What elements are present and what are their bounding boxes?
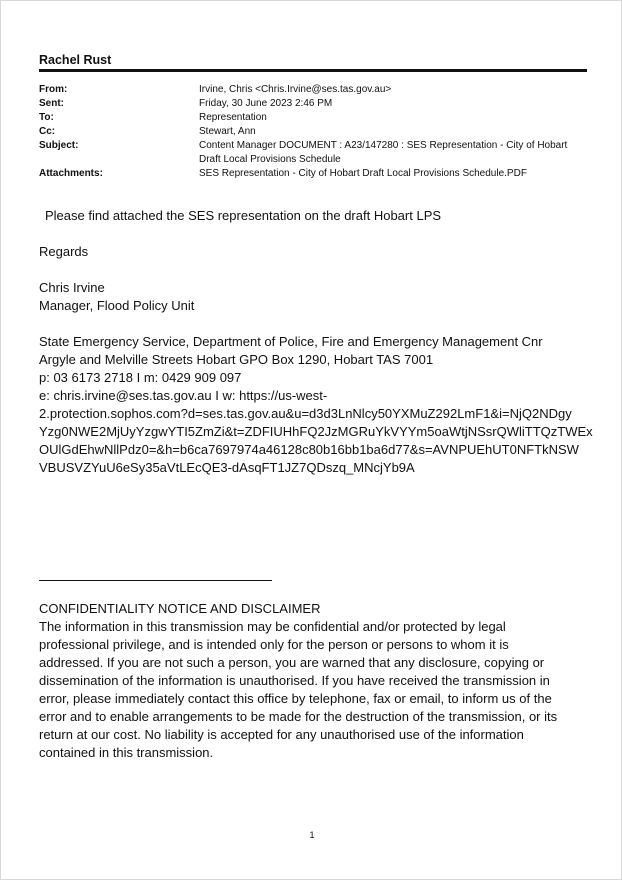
page-number: 1 (309, 830, 315, 840)
confidentiality-title: CONFIDENTIALITY NOTICE AND DISCLAIMER (39, 601, 321, 616)
header-value-to: Representation (199, 112, 267, 123)
contact-block (39, 333, 593, 477)
header-label-sent: Sent: (39, 98, 64, 109)
email-signature (39, 279, 587, 315)
sender-name: Rachel Rust (39, 53, 112, 67)
header-value-subject: Content Manager DOCUMENT : A23/147280 : SES Representation - City of Hobart Draft Local Provisions Schedule (199, 140, 568, 165)
contact-line: Argyle and Melville Streets Hobart GPO Box 1290, Hobart TAS 7001 (39, 352, 434, 367)
contact-line: Yzg0NWE2MjUyYzgwYTI5ZmZi&t=ZDFIUHhFQ2JzMGRuYkVYYm5oaWtjNSsrQWliTTQzTWEx (39, 424, 593, 439)
header-value-from: Irvine, Chris <Chris.Irvine@ses.tas.gov.au> (199, 84, 392, 95)
header-value-sent: Friday, 30 June 2023 2:46 PM (199, 98, 333, 109)
email-headers (39, 83, 587, 181)
header-label-attachments: Attachments: (39, 168, 103, 179)
header-row-subject (39, 139, 587, 167)
contact-line: e: chris.irvine@ses.tas.gov.au I w: https://us-west- (39, 388, 328, 403)
header-label-subject: Subject: (39, 140, 79, 151)
contact-line: 2.protection.sophos.com?d=ses.tas.gov.au&u=d3d3LnNlcy50YXMuZ292LmF1&i=NjQ2NDgy (39, 406, 572, 421)
header-row-from (39, 83, 587, 97)
email-regards: Regards (39, 244, 89, 259)
header-divider (39, 69, 587, 72)
notice-line: error, please immediately contact this office by telephone, fax or email, to inform us of the (39, 691, 552, 706)
contact-line: State Emergency Service, Department of Police, Fire and Emergency Management Cnr (39, 334, 543, 349)
header-row-sent (39, 97, 587, 111)
header-row-attachments (39, 167, 587, 181)
notice-line: contained in this transmission. (39, 745, 214, 760)
notice-line: The information in this transmission may be confidential and/or protected by legal (39, 619, 506, 634)
email-intro: Please find attached the SES representation on the draft Hobart LPS (45, 208, 442, 223)
notice-line: professional privilege, and is intended only for the person or persons to whom it is (39, 637, 509, 652)
header-value-cc: Stewart, Ann (199, 126, 256, 137)
header-label-from: From: (39, 84, 68, 95)
notice-line: return at our cost. No liability is accepted for any unauthorised use of the information (39, 727, 524, 742)
contact-line: OUlGdEhwNllPdz0=&h=b6ca7697974a46128c80b16bb1ba6d77&s=AVNPUEhUT0NFTkNSW (39, 442, 579, 457)
signature-separator (39, 580, 272, 581)
signature-name: Chris Irvine (39, 280, 105, 295)
header-label-to: To: (39, 112, 54, 123)
notice-line: error and to enable arrangements to be made for the destruction of the transmission, or its (39, 709, 558, 724)
contact-line: p: 03 6173 2718 I m: 0429 909 097 (39, 370, 242, 385)
confidentiality-notice (39, 618, 589, 762)
notice-line: dissemination of the information is unauthorised. If you have received the transmission in (39, 673, 550, 688)
signature-title: Manager, Flood Policy Unit (39, 298, 195, 313)
contact-line: VBUSVZYuU6eSy35aVtLEcQE3-dAsqFT1JZ7QDszq_MNcjYb9A (39, 460, 415, 475)
header-label-cc: Cc: (39, 126, 56, 137)
header-row-to (39, 111, 587, 125)
header-row-cc (39, 125, 587, 139)
notice-line: addressed. If you are not such a person, you are warned that any disclosure, copying or (39, 655, 545, 670)
header-value-attachments: SES Representation - City of Hobart Draft Local Provisions Schedule.PDF (199, 168, 527, 179)
